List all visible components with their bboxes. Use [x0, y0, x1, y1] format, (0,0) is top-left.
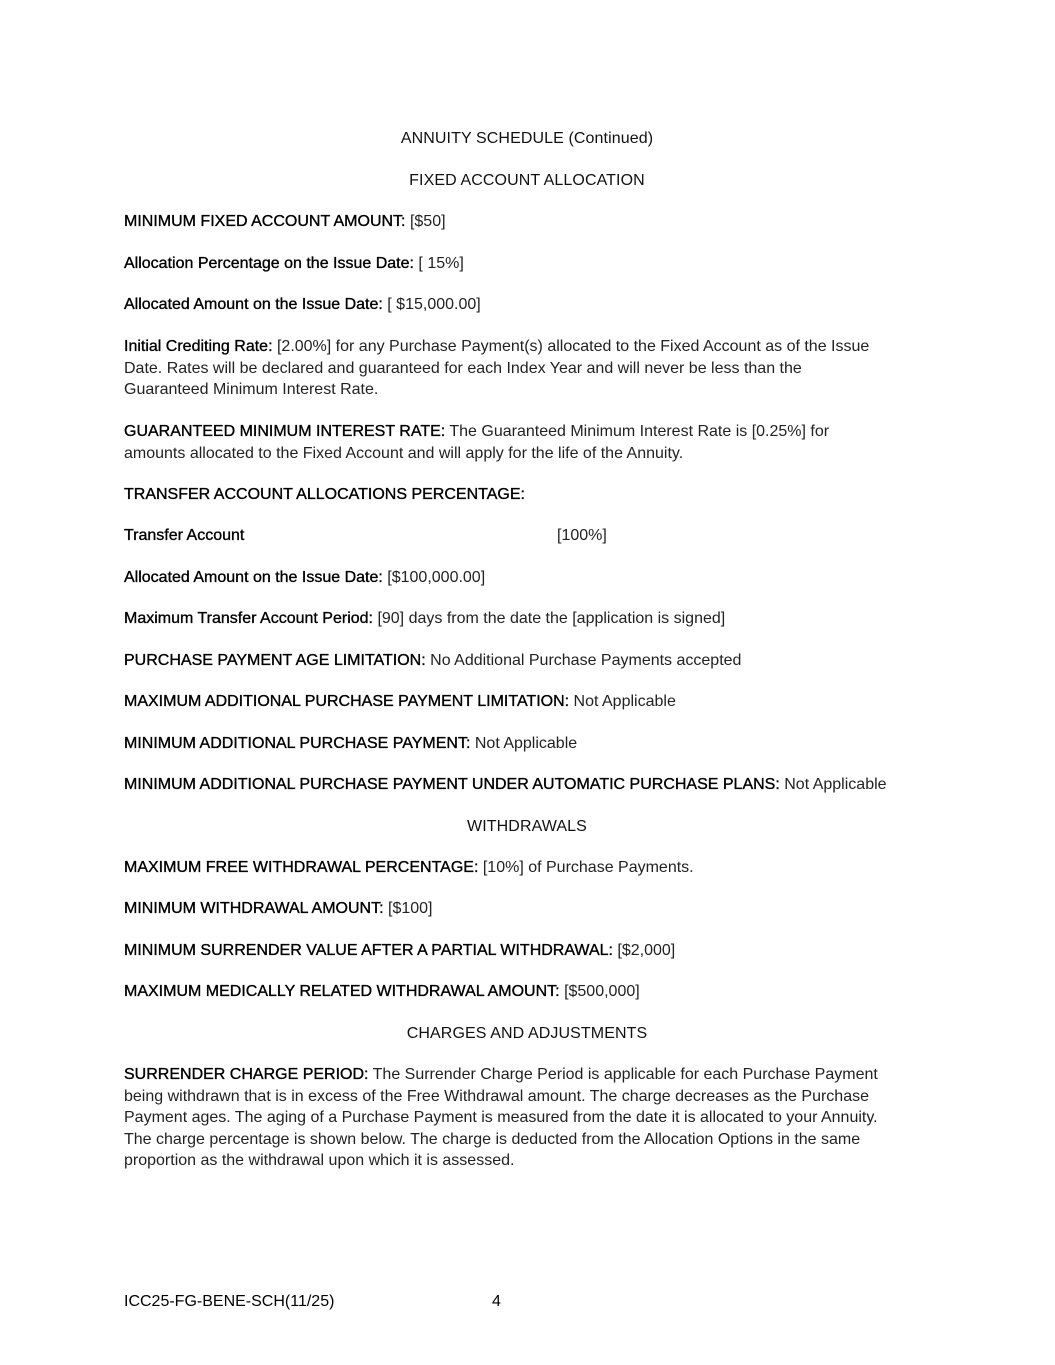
min-fixed-account-label: MINIMUM FIXED ACCOUNT AMOUNT:: [124, 213, 406, 230]
min-additional-payment-line: [124, 733, 932, 755]
section-heading-charges: CHARGES AND ADJUSTMENTS: [406, 1025, 648, 1042]
surrender-charge-period-line-1: The Surrender Charge Period is applicable for each Purchase Payment: [372, 1066, 878, 1083]
min-additional-payment-auto-line: [124, 774, 944, 796]
min-additional-payment-value: Not Applicable: [474, 735, 578, 752]
max-transfer-period-value: [90] days from the date the [application is signed]: [377, 610, 726, 627]
max-free-withdrawal-line: [124, 857, 932, 879]
initial-crediting-rate-line-2: Date. Rates will be declared and guaranteed for each Index Year and will never be less than the: [124, 359, 802, 377]
transfer-allocations-heading: TRANSFER ACCOUNT ALLOCATIONS PERCENTAGE:: [124, 486, 525, 503]
max-additional-payment-label: MAXIMUM ADDITIONAL PURCHASE PAYMENT LIMITATION:: [124, 693, 570, 710]
allocation-percentage-value: [ 15%]: [418, 255, 464, 272]
max-additional-payment-line: [124, 691, 932, 713]
initial-crediting-rate-line-1: [2.00%] for any Purchase Payment(s) allocated to the Fixed Account as of the Issue: [276, 338, 870, 355]
max-additional-payment-value: Not Applicable: [573, 693, 676, 710]
transfer-allocated-amount-line: [124, 567, 932, 589]
surrender-charge-period-line-4: The charge percentage is shown below. The charge is deducted from the Allocation Options in the same: [124, 1130, 861, 1148]
min-withdrawal-line: [124, 898, 932, 920]
min-withdrawal-value: [$100]: [388, 900, 433, 917]
initial-crediting-rate-label: Initial Crediting Rate:: [124, 338, 273, 355]
purchase-payment-age-label: PURCHASE PAYMENT AGE LIMITATION:: [124, 652, 426, 669]
max-medical-withdrawal-line: [124, 981, 932, 1003]
max-free-withdrawal-value: [10%] of Purchase Payments.: [482, 859, 694, 876]
transfer-account-label: Transfer Account: [124, 527, 245, 544]
min-surrender-value-label: MINIMUM SURRENDER VALUE AFTER A PARTIAL WITHDRAWAL:: [124, 942, 613, 959]
allocated-amount-line: [124, 294, 932, 316]
transfer-allocated-amount-label: Allocated Amount on the Issue Date:: [124, 569, 383, 586]
guaranteed-minimum-interest-paragraph: [124, 421, 932, 464]
allocated-amount-value: [ $15,000.00]: [387, 296, 481, 313]
max-transfer-period-line: [124, 608, 932, 630]
purchase-payment-age-line: [124, 650, 932, 672]
max-transfer-period-label: Maximum Transfer Account Period:: [124, 610, 373, 627]
guaranteed-minimum-interest-label: GUARANTEED MINIMUM INTEREST RATE:: [124, 423, 446, 440]
surrender-charge-period-line-3: Payment ages. The aging of a Purchase Payment is measured from the date it is allocated to your Annuity.: [124, 1109, 878, 1126]
purchase-payment-age-value: No Additional Purchase Payments accepted: [430, 652, 742, 669]
page-title: ANNUITY SCHEDULE (Continued): [400, 130, 654, 147]
min-fixed-account-value: [$50]: [409, 213, 446, 230]
allocation-percentage-line: [124, 253, 932, 275]
footer-page-number: 4: [492, 1293, 501, 1310]
guaranteed-minimum-interest-line-1: The Guaranteed Minimum Interest Rate is [0.25%] for: [449, 423, 830, 440]
min-fixed-account-line: [124, 211, 932, 233]
section-heading-fixed-account: FIXED ACCOUNT ALLOCATION: [409, 172, 645, 189]
surrender-charge-period-label: SURRENDER CHARGE PERIOD:: [124, 1066, 369, 1083]
surrender-charge-period-line-2: being withdrawn that is in excess of the Free Withdrawal amount. The charge decreases as the Purchase: [124, 1087, 869, 1105]
min-withdrawal-label: MINIMUM WITHDRAWAL AMOUNT:: [124, 900, 384, 917]
section-heading-withdrawals: WITHDRAWALS: [467, 818, 587, 835]
surrender-charge-period-paragraph: [124, 1064, 932, 1172]
surrender-charge-period-line-5: proportion as the withdrawal upon which it is assessed.: [124, 1152, 515, 1169]
min-surrender-value-line: [124, 940, 932, 962]
footer-form-number: ICC25-FG-BENE-SCH(11/25): [124, 1293, 335, 1310]
min-additional-payment-auto-value: Not Applicable: [784, 776, 887, 793]
guaranteed-minimum-interest-line-2: amounts allocated to the Fixed Account and will apply for the life of the Annuity.: [124, 444, 684, 462]
min-additional-payment-label: MINIMUM ADDITIONAL PURCHASE PAYMENT:: [124, 735, 471, 752]
min-additional-payment-auto-label: MINIMUM ADDITIONAL PURCHASE PAYMENT UNDER AUTOMATIC PURCHASE PLANS:: [124, 776, 780, 793]
transfer-allocations-heading-line: [124, 484, 932, 506]
max-free-withdrawal-label: MAXIMUM FREE WITHDRAWAL PERCENTAGE:: [124, 859, 479, 876]
allocated-amount-label: Allocated Amount on the Issue Date:: [124, 296, 383, 313]
transfer-account-value: [100%]: [557, 527, 607, 544]
transfer-allocated-amount-value: [$100,000.00]: [387, 569, 486, 586]
initial-crediting-rate-paragraph: [124, 336, 932, 401]
max-medical-withdrawal-value: [$500,000]: [564, 983, 640, 1000]
allocation-percentage-label: Allocation Percentage on the Issue Date:: [124, 255, 414, 272]
max-medical-withdrawal-label: MAXIMUM MEDICALLY RELATED WITHDRAWAL AMOUNT:: [124, 983, 560, 1000]
transfer-account-line: [124, 525, 932, 547]
initial-crediting-rate-line-3: Guaranteed Minimum Interest Rate.: [124, 381, 379, 398]
min-surrender-value-value: [$2,000]: [617, 942, 676, 959]
